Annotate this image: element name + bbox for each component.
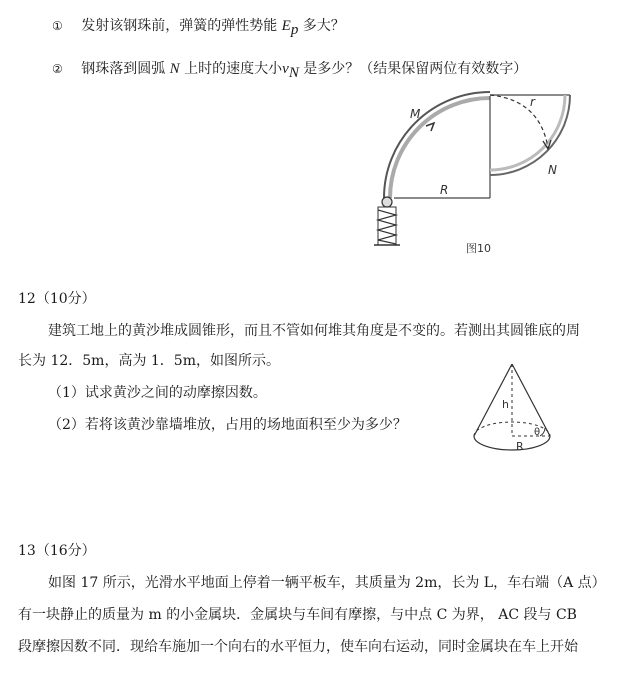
cone-label-h: h: [502, 398, 509, 411]
label-R: R: [440, 183, 449, 197]
cone-angle-arc: [540, 428, 545, 436]
arc-arrow-icon: [426, 123, 434, 131]
cone-label-theta: θ: [534, 427, 541, 438]
arc-N-inner: [490, 95, 565, 170]
q13-line3: 段摩擦因数不同．现给车施加一个向右的水平恒力，使车向右运动，同时金属块在车上开始: [18, 639, 578, 655]
figure-caption: 图10: [466, 242, 491, 255]
q11-sub2: [52, 60, 527, 82]
q11-sub1-symbol-sub: p: [290, 21, 299, 38]
q11-sub2-marker: ②: [52, 62, 63, 76]
q11-sub2-text-mid: 上时的速度大小: [179, 61, 283, 77]
q11-sub1-text: 发射该钢珠前，弹簧的弹性势能: [81, 18, 282, 34]
q11-sub1-marker: ①: [52, 19, 63, 33]
q13-line1: 如图 17 所示，光滑水平地面上停着一辆平板车，其质量为 2m，长为 L，车右端（A 点）: [48, 575, 606, 591]
q11-sub2-text-after: 是多少？（结果保留两位有效数字）: [298, 61, 528, 77]
cone-right-edge: [512, 364, 550, 436]
steel-ball-icon: [382, 197, 392, 207]
label-r: r: [530, 95, 535, 109]
cone-diagram: [470, 360, 560, 460]
spring-icon: [378, 210, 396, 244]
q11-sub1-text-after: 多大？: [298, 18, 345, 34]
q12-part2: （2）若将该黄沙靠墙堆放，占用的场地面积至少为多少？: [48, 417, 407, 433]
q12-part1: （1）试求黄沙之间的动摩擦因数。: [48, 385, 267, 401]
cone-base-front: [474, 436, 550, 450]
q12-line1: 建筑工地上的黄沙堆成圆锥形，而且不管如何堆其角度是不变的。若测出其圆锥底的周: [48, 323, 580, 339]
q12-line2: 长为 12．5m，高为 1．5m，如图所示。: [18, 353, 280, 369]
q11-sub2-v-sub: N: [288, 64, 299, 81]
label-N: N: [548, 163, 557, 177]
q11-sub2-v: v: [282, 61, 289, 77]
q13-heading: 13（16分）: [18, 543, 96, 559]
trajectory-curve: [490, 95, 548, 148]
q12-heading: 12（10分）: [18, 291, 96, 307]
q11-sub2-symbol: N: [169, 61, 180, 77]
q11-sub1: [52, 17, 345, 39]
arc-M-outer: [384, 92, 490, 198]
label-M: M: [410, 107, 421, 121]
figure-10-diagram: [360, 86, 590, 261]
cone-label-R: R: [516, 440, 524, 453]
q11-sub1-symbol: E: [281, 18, 291, 34]
q11-sub2-text: 钢珠落到圆弧: [81, 61, 170, 77]
q13-line2: 有一块静止的质量为 m 的小金属块．金属块与车间有摩擦，与中点 C 为界， AC 段与 CB: [18, 607, 577, 623]
